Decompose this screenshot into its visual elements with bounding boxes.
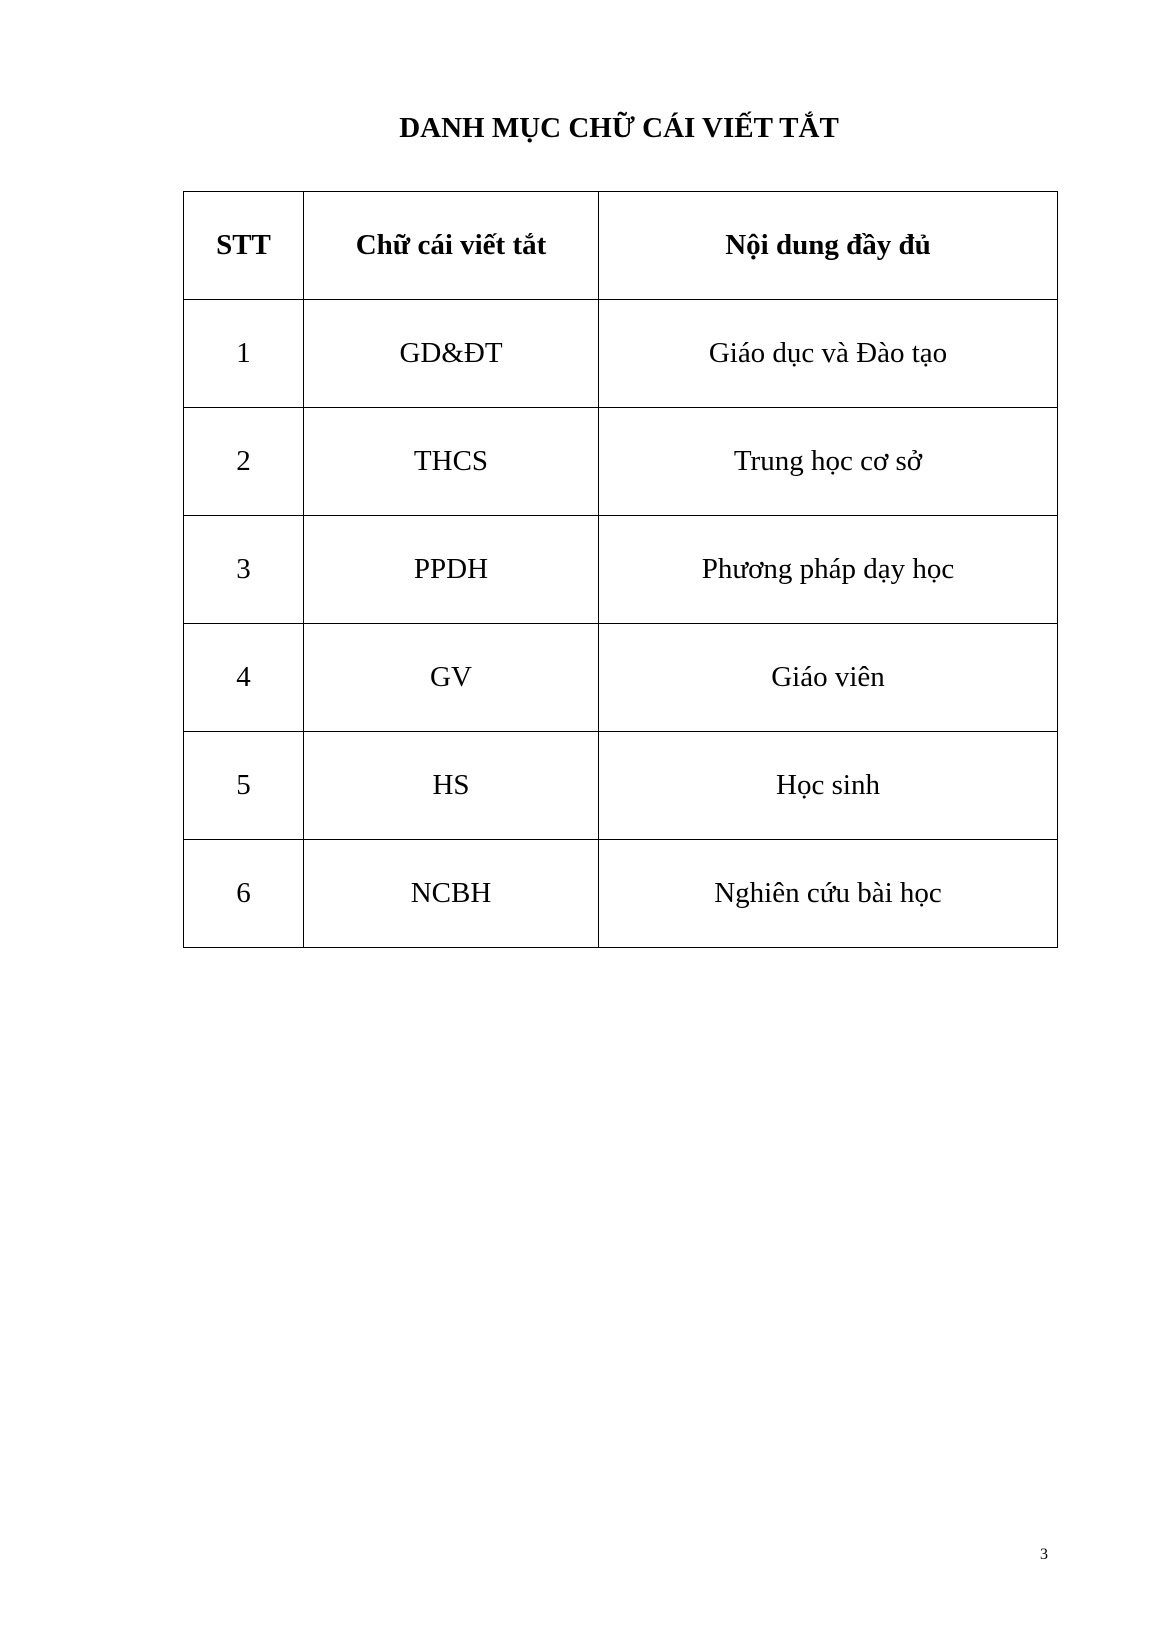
- cell-stt: 6: [184, 840, 304, 948]
- cell-abbreviation: HS: [304, 732, 599, 840]
- cell-full-content: Học sinh: [599, 732, 1058, 840]
- page-number: 3: [1040, 1546, 1048, 1563]
- page-title: DANH MỤC CHỮ CÁI VIẾT TẮT: [399, 112, 839, 144]
- table-row: [184, 732, 1058, 840]
- table-row: [184, 840, 1058, 948]
- cell-stt: 2: [184, 408, 304, 516]
- cell-abbreviation: GV: [304, 624, 599, 732]
- cell-abbreviation: THCS: [304, 408, 599, 516]
- cell-stt: 3: [184, 516, 304, 624]
- table-row: [184, 516, 1058, 624]
- abbreviation-table: [183, 191, 1058, 948]
- cell-abbreviation: NCBH: [304, 840, 599, 948]
- cell-stt: 4: [184, 624, 304, 732]
- table-header-row: [184, 192, 1058, 300]
- column-header-full-content: Nội dung đầy đủ: [599, 192, 1058, 300]
- cell-full-content: Phương pháp dạy học: [599, 516, 1058, 624]
- cell-stt: 1: [184, 300, 304, 408]
- cell-stt: 5: [184, 732, 304, 840]
- column-header-abbreviation: Chữ cái viết tắt: [304, 192, 599, 300]
- table-row: [184, 408, 1058, 516]
- cell-full-content: Giáo dục và Đào tạo: [599, 300, 1058, 408]
- column-header-stt: STT: [184, 192, 304, 300]
- table-row: [184, 300, 1058, 408]
- cell-abbreviation: PPDH: [304, 516, 599, 624]
- table-row: [184, 624, 1058, 732]
- cell-abbreviation: GD&ĐT: [304, 300, 599, 408]
- cell-full-content: Nghiên cứu bài học: [599, 840, 1058, 948]
- cell-full-content: Giáo viên: [599, 624, 1058, 732]
- cell-full-content: Trung học cơ sở: [599, 408, 1058, 516]
